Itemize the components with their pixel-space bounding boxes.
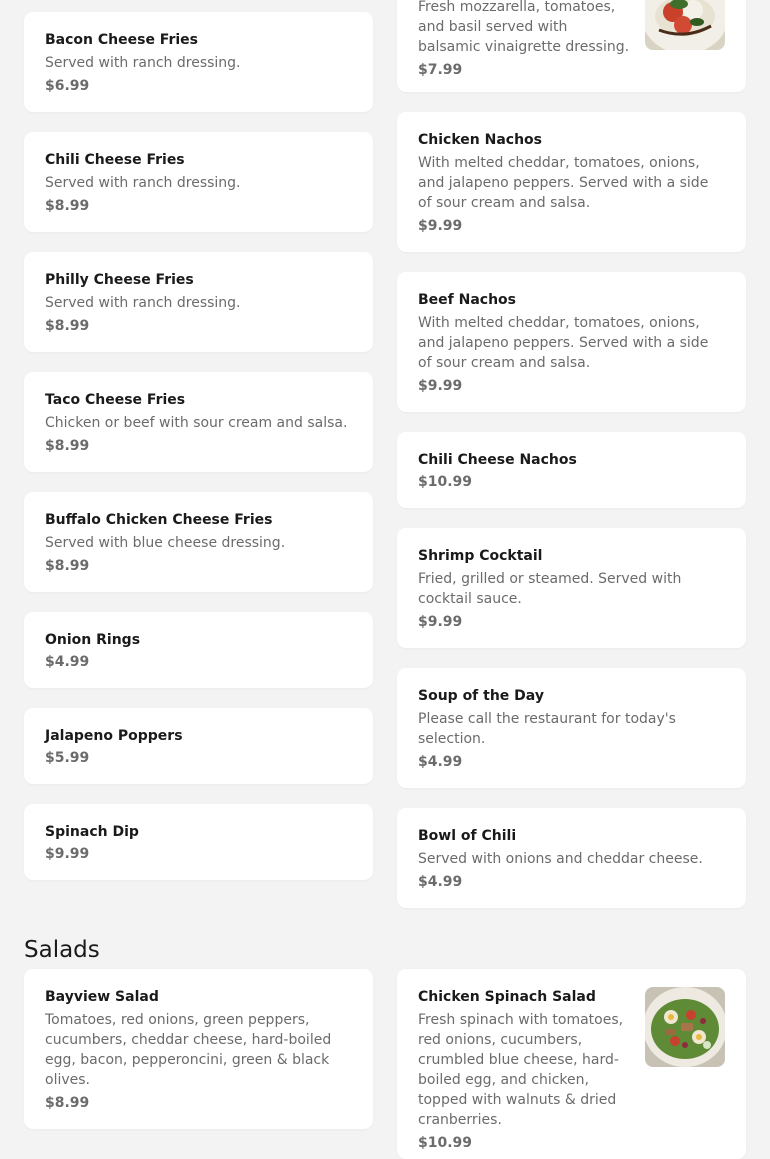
item-price: $10.99 [418, 474, 473, 490]
item-price: $8.99 [45, 198, 90, 214]
item-price: $10.99 [418, 1135, 473, 1151]
item-description: Served with onions and cheddar cheese. [418, 851, 703, 867]
menu-item-card[interactable] [24, 132, 373, 232]
menu-item-card[interactable] [24, 252, 373, 352]
menu-item-card[interactable] [24, 12, 373, 112]
menu-item-card[interactable] [397, 528, 746, 648]
item-name: Beef Nachos [418, 292, 517, 308]
menu-item-card[interactable] [397, 668, 746, 788]
item-price: $8.99 [45, 438, 90, 454]
item-name: Bacon Cheese Fries [45, 32, 199, 48]
item-price: $4.99 [418, 754, 463, 770]
item-name: Soup of the Day [418, 688, 544, 704]
section-title-salads: Salads [24, 937, 100, 963]
menu-item-card[interactable] [24, 708, 373, 784]
item-price: $9.99 [45, 846, 90, 862]
item-description: Served with ranch dressing. [45, 295, 241, 311]
item-description: Fried, grilled or steamed. Served with cocktail sauce. [418, 571, 682, 607]
item-name: Buffalo Chicken Cheese Fries [45, 512, 273, 528]
menu-item-card[interactable] [397, 272, 746, 412]
caprese-salad-image [645, 0, 725, 50]
menu-item-card[interactable] [397, 808, 746, 908]
item-description: Tomatoes, red onions, green peppers, cucumbers, cheddar cheese, hard-boiled egg, bacon, pepperoncini, green & black olives. [45, 1012, 332, 1088]
item-name: Chili Cheese Nachos [418, 452, 577, 468]
menu-item-card[interactable] [24, 612, 373, 688]
item-description: Fresh mozzarella, tomatoes, and basil served with balsamic vinaigrette dressing. [418, 0, 630, 55]
item-name: Taco Cheese Fries [45, 392, 186, 408]
item-description: Served with ranch dressing. [45, 55, 241, 71]
item-price: $4.99 [418, 874, 463, 890]
item-description: With melted cheddar, tomatoes, onions, and jalapeno peppers. Served with a side of sour cream and salsa. [418, 155, 709, 211]
item-description: Served with ranch dressing. [45, 175, 241, 191]
item-price: $6.99 [45, 78, 90, 94]
item-description: Chicken or beef with sour cream and salsa. [45, 415, 348, 431]
menu-item-card[interactable] [397, 432, 746, 508]
spinach-salad-image [645, 987, 725, 1067]
item-price: $4.99 [45, 654, 90, 670]
item-name: Chili Cheese Fries [45, 152, 185, 168]
item-name: Shrimp Cocktail [418, 548, 543, 564]
item-description: Please call the restaurant for today's selection. [418, 711, 676, 747]
item-name: Jalapeno Poppers [45, 728, 183, 744]
item-price: $9.99 [418, 218, 463, 234]
item-price: $9.99 [418, 378, 463, 394]
item-name: Chicken Spinach Salad [418, 989, 596, 1005]
item-price: $8.99 [45, 558, 90, 574]
menu-item-card[interactable] [24, 492, 373, 592]
item-price: $8.99 [45, 318, 90, 334]
item-price: $7.99 [418, 62, 463, 78]
menu-item-card[interactable] [24, 372, 373, 472]
item-name: Onion Rings [45, 632, 141, 648]
menu-item-card[interactable] [397, 969, 746, 1159]
item-description: Served with blue cheese dressing. [45, 535, 286, 551]
menu-item-card[interactable] [24, 969, 373, 1129]
item-description: With melted cheddar, tomatoes, onions, and jalapeno peppers. Served with a side of sour cream and salsa. [418, 315, 709, 371]
menu-item-card[interactable] [24, 804, 373, 880]
menu-item-card[interactable] [397, 0, 746, 92]
item-name: Bowl of Chili [418, 828, 517, 844]
menu-item-card[interactable] [397, 112, 746, 252]
item-price: $8.99 [45, 1095, 90, 1111]
item-description: Fresh spinach with tomatoes, red onions, cucumbers, crumbled blue cheese, hard-boiled egg, and chicken, topped with walnuts & dried cranberries. [418, 1012, 624, 1128]
item-price: $9.99 [418, 614, 463, 630]
item-name: Chicken Nachos [418, 132, 542, 148]
item-price: $5.99 [45, 750, 90, 766]
item-name: Philly Cheese Fries [45, 272, 194, 288]
item-name: Spinach Dip [45, 824, 139, 840]
item-name: Bayview Salad [45, 989, 159, 1005]
